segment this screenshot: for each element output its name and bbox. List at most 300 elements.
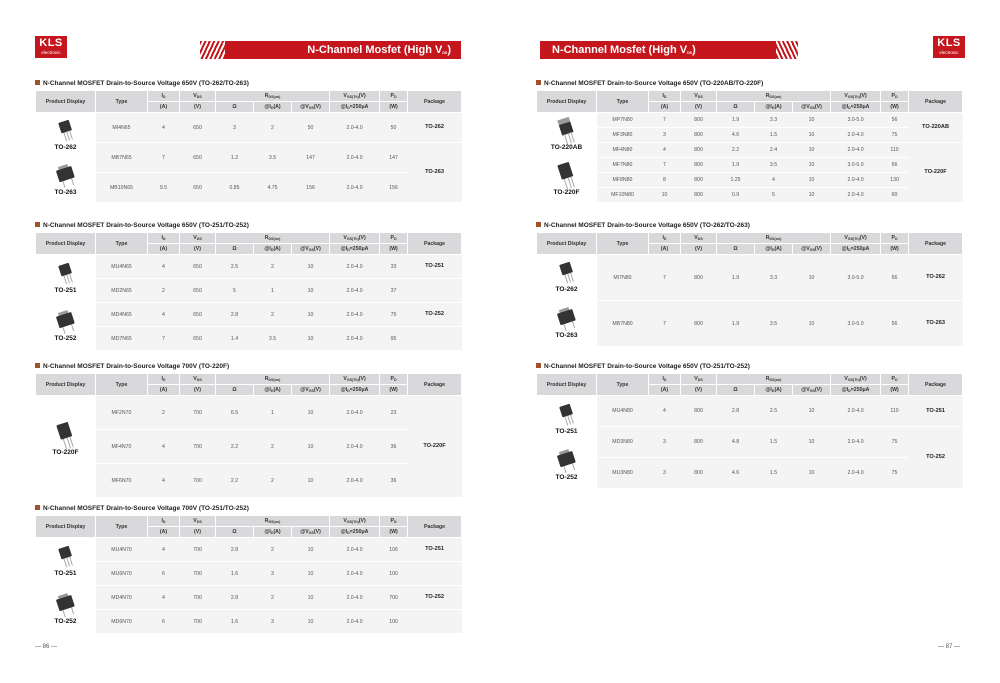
chip-leg [572,322,575,329]
rds-id-cell: 3.3 [755,113,793,128]
section-bullet-icon [536,363,541,368]
table-row [36,173,462,203]
unit-at-vgs [292,385,330,396]
rds-vgs-cell: 10 [292,327,330,351]
rds-cell: 2.8 [717,396,755,427]
package-image-to-251 [549,398,584,431]
col-vgs-th-text: V [343,518,347,524]
unit-v [180,527,216,538]
package-cell: TO-263 [909,301,963,347]
col-id-sub: D [663,95,667,99]
unit-at-id-250-text: @I [340,104,348,110]
pd-cell: 75 [881,128,909,143]
col-vds [180,516,216,527]
col-type-text: Type [115,523,128,530]
rds-cell: 1.2 [216,143,254,173]
pd-cell: 75 [380,303,408,327]
spec-section [35,362,462,498]
package-image-to-220f [549,159,584,192]
table-row [36,113,462,143]
col-type [96,233,148,255]
package-label: TO-251 [54,287,77,295]
col-vgs-th-unit: (V) [859,376,867,382]
col-rds-on [717,374,831,385]
unit-at-id-250-text: @I [841,387,849,393]
rds-cell: 2.2 [216,464,254,498]
section-title-text: N-Channel MOSFET Drain-to-Source Voltage 650V (TO-251/TO-252) [544,363,750,370]
unit-ohm [717,102,755,113]
unit-at-vgs [292,527,330,538]
type-cell: MF6N70 [96,464,148,498]
section-bullet-icon [35,363,40,368]
pd-cell: 36 [380,464,408,498]
col-rds-on-text: R [765,235,770,241]
package-cell: TO-220F [909,143,963,203]
pd-cell: 75 [881,458,909,489]
rds-vgs-cell: 156 [292,173,330,203]
package-label: TO-262 [555,286,578,294]
vds-cell: 800 [681,301,717,347]
col-vgs-th-text: V [343,93,347,99]
rds-cell: 1.4 [216,327,254,351]
unit-v-text: (V) [194,387,201,393]
unit-at-vgs [793,102,831,113]
section-title [35,504,462,514]
vds-cell: 800 [681,396,717,427]
unit-at-id-unit: (A) [273,529,281,535]
rds-vgs-cell: 10 [793,396,831,427]
unit-at-id-250-unit: =250μA [850,104,870,110]
col-vgs-th-sub: GS(Th) [847,378,860,382]
col-pd-sub: D [393,520,397,524]
col-vds [681,233,717,244]
unit-at-id-text: @I [264,104,271,110]
spec-section [536,79,963,203]
col-rds-on-text: R [264,518,269,524]
col-vgs-th [330,516,380,527]
unit-at-id-250 [831,385,881,396]
spec-table [536,373,963,489]
col-vds-text: V [193,93,197,99]
unit-at-id [755,385,793,396]
brand-sub: electronic [939,50,959,55]
col-pd-sub: D [894,378,898,382]
table-row [36,430,462,464]
id-cell: 3 [649,128,681,143]
pd-cell: 50 [380,113,408,143]
id-cell: 4 [148,255,180,279]
id-cell: 7 [649,158,681,173]
package-image-to-220ab [549,114,584,147]
col-vds-text: V [694,93,698,99]
col-pd [881,233,909,244]
col-rds-on-text: R [264,376,269,382]
vds-cell: 800 [681,173,717,188]
vds-cell: 650 [180,113,216,143]
id-cell: 7 [649,301,681,347]
chip-leg [563,324,566,331]
package-image-to-252 [549,444,584,477]
pd-cell: 700 [380,586,408,610]
unit-a-text: (A) [660,104,669,110]
unit-at-vgs-sub: GS [809,248,815,252]
spec-section [35,504,462,634]
type-cell: MD4N65 [96,303,148,327]
type-cell: MF4N70 [96,430,148,464]
unit-at-id-250-unit: =250μA [349,387,369,393]
unit-ohm [216,244,254,255]
unit-at-id-sub: D [270,248,274,252]
col-product-display [537,91,597,113]
spec-table [35,373,462,498]
banner-title-text: N-Channel Mosfet (High V [552,44,688,56]
vds-cell: 700 [180,396,216,430]
rds-vgs-cell: 10 [793,158,831,173]
col-vgs-th [330,233,380,244]
unit-at-vgs-unit: (V) [313,529,321,535]
unit-at-vgs-unit: (V) [313,387,321,393]
rds-cell: 1.9 [717,113,755,128]
rds-id-cell: 2 [254,303,292,327]
unit-w [380,385,408,396]
section-title-text: N-Channel MOSFET Drain-to-Source Voltage 700V (TO-220F) [43,363,230,370]
id-cell: 4 [649,396,681,427]
rds-cell: 1.9 [717,301,755,347]
col-pd [380,516,408,527]
pd-cell: 95 [380,327,408,351]
spec-section [35,221,462,351]
unit-v-text: (V) [695,387,702,393]
col-type [96,516,148,538]
col-rds-on-sub: DS(on) [268,237,281,241]
col-package-text: Package [424,523,446,530]
unit-at-vgs-text: @V [801,246,810,252]
col-vds-sub: DS [196,95,202,99]
unit-ohm [216,385,254,396]
id-cell: 7 [649,255,681,301]
package-label: TO-252 [54,335,77,343]
section-title [35,221,462,231]
id-cell: 4 [148,464,180,498]
vds-cell: 700 [180,538,216,562]
unit-v-text: (V) [695,246,702,252]
rds-id-cell: 2 [254,430,292,464]
id-cell: 7 [148,143,180,173]
unit-at-vgs-sub: GS [308,389,314,393]
section-title [536,362,963,372]
rds-vgs-cell: 10 [292,303,330,327]
col-vgs-th-unit: (V) [859,93,867,99]
table-row [537,128,963,143]
vds-cell: 800 [681,143,717,158]
pd-cell: 147 [380,143,408,173]
unit-a-text: (A) [660,387,669,393]
col-type-text: Type [616,381,629,388]
rds-vgs-cell: 147 [292,143,330,173]
page-banner-title [225,41,461,59]
spec-table [536,232,963,347]
unit-a [148,244,180,255]
type-cell: MD4N70 [96,586,148,610]
type-cell: MB7N80 [597,301,649,347]
brand-name: KLS [39,37,63,49]
vgs-th-cell: 2.0-4.0 [330,562,380,586]
col-id [148,91,180,102]
unit-at-id-text: @I [765,246,772,252]
unit-v-text: (V) [194,529,201,535]
package-cell: TO-220AB [909,113,963,143]
col-vds-sub: DS [196,237,202,241]
vds-cell: 650 [180,173,216,203]
table-row [537,113,963,128]
rds-vgs-cell: 10 [292,538,330,562]
col-pd-text: P [390,235,394,241]
package-cell [408,279,462,303]
col-rds-on-sub: DS(on) [268,520,281,524]
col-product-display-text: Product Display [45,240,86,247]
col-vgs-th [330,374,380,385]
id-cell: 9.5 [148,173,180,203]
col-id-text: I [161,235,163,241]
col-vds-text: V [193,518,197,524]
rds-cell: 4.6 [717,458,755,489]
table-row [537,427,963,458]
unit-ohm [717,385,755,396]
pd-cell: 56 [881,301,909,347]
col-rds-on-text: R [264,235,269,241]
vds-cell: 650 [180,143,216,173]
col-vds-sub: DS [697,237,703,241]
col-vgs-th-unit: (V) [859,235,867,241]
type-cell: MU4N65 [96,255,148,279]
unit-ohm-text: Ω [232,246,237,252]
vgs-th-cell: 2.0-4.0 [330,255,380,279]
rds-cell: 2.2 [717,143,755,158]
type-cell: MF10N80 [597,188,649,203]
unit-ohm-text: Ω [733,387,738,393]
type-cell: MB7N65 [96,143,148,173]
col-rds-on [216,233,330,244]
type-cell: MU3N80 [597,458,649,489]
unit-at-id-250-text: @I [340,529,348,535]
unit-at-vgs-text: @V [300,246,309,252]
col-product-display-text: Product Display [546,381,587,388]
type-cell: MF7N80 [597,158,649,173]
col-product-display [537,233,597,255]
unit-at-id-250 [330,244,380,255]
section-title-text: N-Channel MOSFET Drain-to-Source Voltage 650V (TO-251/TO-252) [43,222,249,229]
package-image-to-252 [48,589,83,622]
product-display-cell [36,396,96,498]
col-vds [681,374,717,385]
unit-v-text: (V) [194,246,201,252]
spec-section [536,221,963,347]
package-label: TO-262 [54,144,77,152]
rds-id-cell: 1.5 [755,128,793,143]
rds-cell: 2.5 [216,255,254,279]
table-row [36,143,462,173]
unit-w [380,102,408,113]
vgs-th-cell: 2.0-4.0 [330,586,380,610]
col-id [649,91,681,102]
unit-at-id-sub: D [270,531,274,535]
col-vds-sub: DS [697,95,703,99]
rds-id-cell: 1.5 [755,427,793,458]
col-rds-on-sub: DS(on) [268,378,281,382]
id-cell: 2 [148,396,180,430]
col-rds-on-text: R [765,93,770,99]
unit-at-id-250-sub: D [848,389,851,393]
unit-at-id-250 [831,102,881,113]
banner-title-close: ) [692,44,696,56]
pd-cell: 36 [380,430,408,464]
col-vgs-th-text: V [844,93,848,99]
rds-cell: 6.5 [216,396,254,430]
unit-at-vgs-unit: (V) [313,246,321,252]
col-id [148,374,180,385]
col-type [597,374,649,396]
table-row [36,464,462,498]
vds-cell: 800 [681,188,717,203]
unit-a-text: (A) [660,246,669,252]
col-id [148,516,180,527]
vgs-th-cell: 2.0-4.0 [330,303,380,327]
vds-cell: 700 [180,464,216,498]
kls-logo [35,36,67,58]
package-image-to-252 [48,306,83,339]
package-label: TO-263 [555,332,578,340]
col-rds-on-sub: DS(on) [769,237,782,241]
chip-leg [71,178,74,185]
rds-vgs-cell: 10 [793,173,831,188]
col-pd-text: P [891,235,895,241]
col-vgs-th-sub: GS(Th) [346,520,359,524]
unit-at-vgs-sub: GS [308,531,314,535]
type-cell: MF2N70 [96,396,148,430]
kls-logo [933,36,965,58]
col-vds-sub: DS [196,520,202,524]
col-id-sub: D [162,378,166,382]
type-cell: MD7N65 [96,327,148,351]
vds-cell: 800 [681,128,717,143]
table-row [537,158,963,173]
package-label: TO-220F [553,189,580,197]
unit-a [148,527,180,538]
unit-at-vgs-unit: (V) [814,246,822,252]
unit-at-vgs-text: @V [300,104,309,110]
vgs-th-cell: 2.0-4.0 [831,128,881,143]
header-row [36,233,462,244]
type-cell: MF8N80 [597,173,649,188]
vgs-th-cell: 2.0-4.0 [330,464,380,498]
col-package-text: Package [925,240,947,247]
type-cell: MF3N80 [597,128,649,143]
unit-a-text: (A) [159,387,168,393]
col-vgs-th-text: V [343,235,347,241]
rds-id-cell: 3.5 [755,301,793,347]
package-cell: TO-220F [408,396,462,498]
banner-title-close: ) [447,44,451,56]
section-title-text: N-Channel MOSFET Drain-to-Source Voltage 700V (TO-251/TO-252) [43,505,249,512]
unit-at-id-sub: D [270,389,274,393]
unit-at-id-text: @I [765,387,772,393]
unit-v [681,102,717,113]
type-cell: MI4N65 [96,113,148,143]
rds-id-cell: 1.5 [755,458,793,489]
col-rds-on [717,91,831,102]
vgs-th-cell: 2.0-4.0 [330,430,380,464]
col-id-sub: D [663,378,667,382]
id-cell: 6 [148,562,180,586]
unit-ohm-text: Ω [232,104,237,110]
col-vgs-th-sub: GS(Th) [346,95,359,99]
col-id-text: I [161,518,163,524]
unit-at-vgs-sub: GS [308,248,314,252]
col-package-text: Package [424,98,446,105]
package-cell: TO-252 [408,303,462,327]
col-vds [180,233,216,244]
col-product-display-text: Product Display [45,381,86,388]
unit-at-vgs-unit: (V) [313,104,321,110]
col-pd-sub: D [393,237,397,241]
package-label: TO-252 [54,618,77,626]
id-cell: 3 [649,458,681,489]
col-id-text: I [161,93,163,99]
section-title-text: N-Channel MOSFET Drain-to-Source Voltage 650V (TO-262/TO-263) [43,80,249,87]
package-image-to-251 [48,541,83,574]
unit-ohm-text: Ω [232,387,237,393]
vgs-th-cell: 2.0-4.0 [330,327,380,351]
rds-id-cell: 2 [254,255,292,279]
unit-ohm-text: Ω [733,104,738,110]
col-id [649,233,681,244]
chip-leg [563,466,566,473]
id-cell: 4 [148,538,180,562]
chip-leg [71,607,74,614]
rds-vgs-cell: 10 [793,301,831,347]
table-row [537,188,963,203]
rds-id-cell: 2 [254,538,292,562]
type-cell: MD3N80 [597,427,649,458]
rds-vgs-cell: 10 [292,430,330,464]
unit-at-id-250-unit: =250μA [349,104,369,110]
unit-w [380,244,408,255]
id-cell: 6 [148,610,180,634]
rds-vgs-cell: 10 [292,255,330,279]
table-row [36,279,462,303]
unit-at-id-sub: D [270,106,274,110]
unit-at-id-250-text: @I [841,246,849,252]
col-vgs-th-sub: GS(Th) [847,237,860,241]
col-rds-on [216,91,330,102]
col-product-display-text: Product Display [45,523,86,530]
col-pd-sub: D [894,95,898,99]
vgs-th-cell: 3.0-5.0 [831,255,881,301]
package-cell: TO-263 [408,143,462,203]
unit-w-text: (W) [389,387,398,393]
package-cell [408,327,462,351]
col-id [148,233,180,244]
rds-cell: 5 [216,279,254,303]
col-rds-on [216,374,330,385]
col-package [909,374,963,396]
col-vds-text: V [193,235,197,241]
col-pd-sub: D [393,378,397,382]
unit-at-id-sub: D [771,106,775,110]
type-cell: MD6N70 [96,610,148,634]
unit-ohm-text: Ω [232,529,237,535]
unit-at-id-250 [330,385,380,396]
